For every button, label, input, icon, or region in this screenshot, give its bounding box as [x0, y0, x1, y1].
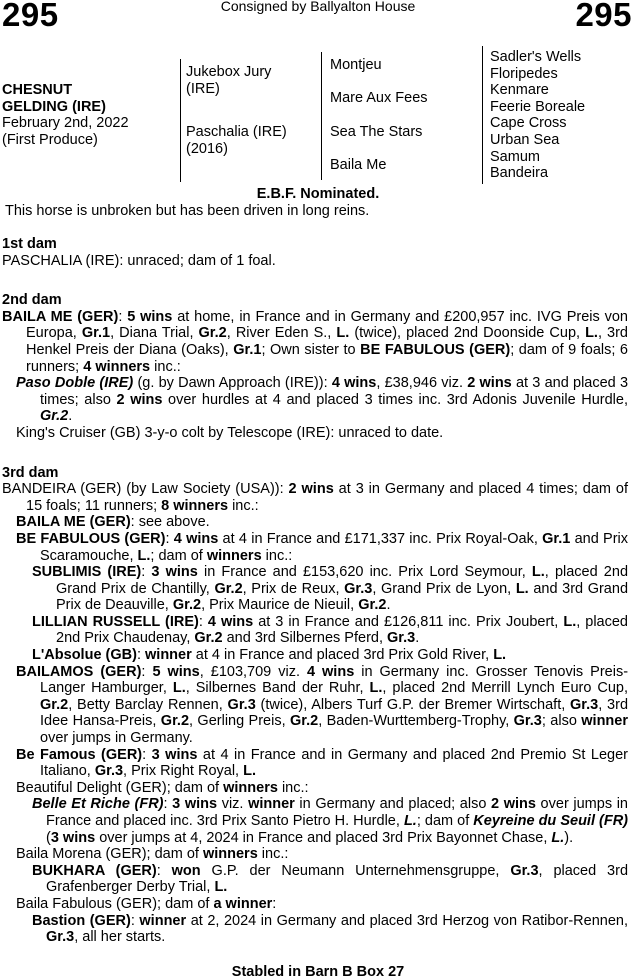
dam-year: (2016): [186, 140, 228, 157]
gen3-dam-dam: Baila Me: [330, 157, 387, 173]
entry-bukhara: BUKHARA (GER): won G.P. der Neumann Unternehmensgruppe, Gr.3, placed 3rd Grafenberger Derby Trial, L.: [32, 862, 629, 896]
lot-number-left: 295: [2, 0, 59, 33]
section-second-dam: 2nd dam: [2, 292, 62, 309]
horse-note: (First Produce): [2, 131, 98, 148]
entry-be-famous: Be Famous (GER): 3 wins at 4 in France and in Germany and placed 2nd Premio St Leger Italiano, Gr.3, Prix Right Royal, L.: [16, 746, 628, 780]
pedigree-sire: [186, 64, 316, 97]
gen4-8: Bandeira: [490, 165, 549, 182]
gen4-6: Urban Sea: [490, 131, 560, 148]
pedigree-divider-1: [180, 59, 181, 182]
gen4-2: Floripedes: [490, 65, 558, 82]
entry-be-fabulous: BE FABULOUS (GER): 4 wins at 4 in France and £171,337 inc. Prix Royal-Oak, Gr.1 and Prix Scaramouche, L.; dam of winners inc.:: [16, 530, 628, 564]
entry-baila-me: BAILA ME (GER): 5 wins at home, in France and in Germany and £200,957 inc. IVG Preis von Europa, Gr.1, Diana Trial, Gr.2, River Eden S., L. (twice), placed 2nd Doonside Cup, L., 3rd Henkel Preis der Diana (Oaks), Gr.1; Own sister to BE FABULOUS (GER); dam of 9 foals; 6 runners; 4 winners inc.:: [2, 308, 629, 375]
gen3-dam-sire: Sea The Stars: [330, 124, 423, 140]
entry-baila-me-ref: BAILA ME (GER): see above.: [16, 514, 210, 531]
entry-bailamos: BAILAMOS (GER): 5 wins, £103,709 viz. 4 wins in Germany inc. Grosser Tenovis Preis-Langer Hamburger, L., Silbernes Band der Ruhr, L., placed 2nd Merrill Lynch Euro Cup, Gr.2, Betty Barclay Rennen, Gr.3 (twice), Albers Turf G.P. der Bremer Wirtschaft, Gr.3, 3rd Idee Hansa-Preis, Gr.2, Gerling Preis, Gr.2, Baden-Wurttemberg-Trophy, Gr.3; also winner over jumps in Germany.: [16, 663, 629, 747]
entry-baila-morena: Baila Morena (GER); dam of winners inc.:: [16, 846, 289, 863]
gen4-1: Sadler's Wells: [490, 49, 582, 65]
pedigree-table: [0, 44, 636, 184]
horse-sex: GELDING (IRE): [2, 98, 106, 115]
gen4-3: Kenmare: [490, 82, 549, 99]
entry-baila-fabulous: Baila Fabulous (GER); dam of a winner:: [16, 895, 277, 912]
sire-name: Jukebox Jury: [186, 64, 272, 80]
first-dam-entry: PASCHALIA (IRE): unraced; dam of 1 foal.: [2, 252, 276, 269]
consignor: Consigned by Ballyalton House: [220, 0, 416, 14]
horse-description: [2, 82, 177, 148]
lot-number-right: 295: [575, 0, 632, 33]
entry-beautiful-delight: Beautiful Delight (GER); dam of winners inc.:: [16, 779, 309, 796]
ebf-nomination: E.B.F. Nominated.: [256, 186, 380, 202]
entry-sublimis: SUBLIMIS (IRE): 3 wins in France and £153,620 inc. Prix Lord Seymour, L., placed 2nd Grand Prix de Chantilly, Gr.2, Prix de Reux, Gr.3, Grand Prix de Lyon, L. and 3rd Grand Prix de Deauville, Gr.2, Prix Maurice de Nieuil, Gr.2.: [32, 564, 629, 614]
gen4-5: Cape Cross: [490, 115, 567, 132]
entry-bastion: Bastion (GER): winner at 2, 2024 in Germany and placed 3rd Herzog von Ratibor-Rennen, Gr.3, all her starts.: [32, 912, 629, 946]
pedigree-divider-2: [321, 52, 322, 180]
gen3-sire-sire: Montjeu: [330, 57, 382, 73]
intro-note: This horse is unbroken but has been driven in long reins.: [5, 203, 370, 219]
gen4-7: Samum: [490, 148, 540, 165]
section-third-dam: 3rd dam: [2, 464, 59, 481]
entry-labsolue: L'Absolue (GB): winner at 4 in France and placed 3rd Prix Gold River, L.: [32, 647, 507, 664]
entry-bandeira: BANDEIRA (GER) (by Law Society (USA)): 2 wins at 3 in Germany and placed 4 times; dam of 15 foals; 11 runners; 8 winners inc.:: [2, 481, 628, 514]
sire-country: (IRE): [186, 80, 220, 97]
section-first-dam: 1st dam: [2, 236, 57, 252]
horse-colour: CHESNUT: [2, 82, 73, 98]
entry-belle-et-riche: Belle Et Riche (FR): 3 wins viz. winner in Germany and placed; also 2 wins over jumps in France and placed inc. 3rd Prix Santo Pietro H. Hurdle, L.; dam of Keyreine du Seuil (FR) (3 wins over jumps at 4, 2024 in France and placed 3rd Prix Bayonnet Chase, L.).: [32, 796, 629, 846]
horse-foaled: February 2nd, 2022: [2, 115, 129, 132]
pedigree-dam: [186, 124, 316, 157]
gen4-4: Feerie Boreale: [490, 98, 586, 115]
catalogue-body: [2, 236, 628, 946]
dam-name: Paschalia (IRE): [186, 124, 287, 140]
pedigree-gen4: [490, 49, 635, 182]
entry-kings-cruiser: King's Cruiser (GB) 3-y-o colt by Telescope (IRE): unraced to date.: [16, 424, 444, 441]
pedigree-divider-3: [482, 46, 483, 184]
entry-lillian-russell: LILLIAN RUSSELL (IRE): 4 wins at 3 in France and £126,811 inc. Prix Joubert, L., placed 2nd Prix Chaudenay, Gr.2 and 3rd Silbernes Pferd, Gr.3.: [32, 613, 628, 647]
gen3-sire-dam: Mare Aux Fees: [330, 90, 428, 106]
stabling-footer: Stabled in Barn B Box 27: [231, 964, 405, 980]
entry-paso-doble: Paso Doble (IRE) (g. by Dawn Approach (IRE)): 4 wins, £38,946 viz. 2 wins at 3 and placed 3 times; also 2 wins over hurdles at 4 and placed 3 times inc. 3rd Adonis Juvenile Hurdle, Gr.2.: [16, 375, 629, 425]
